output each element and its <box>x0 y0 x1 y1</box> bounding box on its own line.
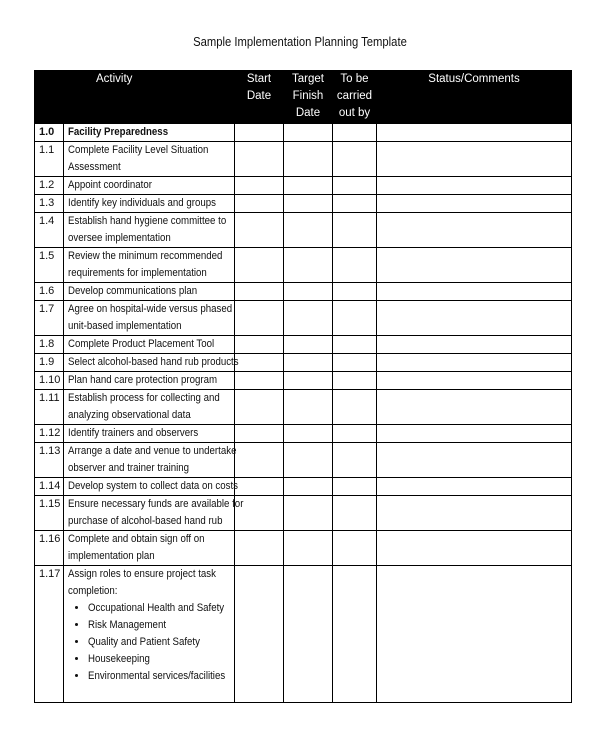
carried-out-by-column-header <box>333 71 377 124</box>
activity-text-line: Facility Preparedness <box>68 126 169 138</box>
status-comments-cell[interactable] <box>377 142 572 177</box>
activity-text-line: Complete and obtain sign off on <box>68 533 205 545</box>
activity-cell <box>64 496 244 531</box>
carried-out-by-cell[interactable] <box>333 213 377 248</box>
target-finish-date-cell[interactable] <box>284 142 333 177</box>
list-item <box>88 600 234 617</box>
row-number: 1.10 <box>35 372 64 390</box>
status-comments-cell[interactable] <box>377 478 572 496</box>
target-finish-header-line: Target <box>292 73 324 85</box>
start-date-header-line: Start <box>246 73 272 85</box>
target-finish-date-cell[interactable] <box>284 425 333 443</box>
table-row <box>35 142 572 177</box>
status-comments-cell[interactable] <box>377 372 572 390</box>
list-item-text: Quality and Patient Safety <box>88 636 200 648</box>
status-comments-cell[interactable] <box>377 496 572 531</box>
activity-text-line: implementation plan <box>68 550 155 562</box>
start-date-cell[interactable] <box>235 283 284 301</box>
table-row <box>35 177 572 195</box>
carried-out-by-cell[interactable] <box>333 301 377 336</box>
activity-text-line: observer and trainer training <box>68 462 190 474</box>
start-date-cell[interactable] <box>235 142 284 177</box>
start-date-cell[interactable] <box>235 213 284 248</box>
row-number: 1.12 <box>35 425 64 443</box>
table-header-row <box>35 71 572 124</box>
row-number: 1.17 <box>35 566 64 703</box>
row-number: 1.14 <box>35 478 64 496</box>
target-finish-date-cell[interactable] <box>284 390 333 425</box>
status-comments-cell[interactable] <box>377 301 572 336</box>
carried-out-by-cell[interactable] <box>333 177 377 195</box>
target-finish-date-cell[interactable] <box>284 195 333 213</box>
activity-cell <box>64 195 235 213</box>
start-date-cell[interactable] <box>235 566 284 703</box>
row-number: 1.6 <box>35 283 64 301</box>
row-number: 1.2 <box>35 177 64 195</box>
table-row <box>35 195 572 213</box>
start-date-header-line: Date <box>246 90 272 102</box>
activity-cell <box>64 336 235 354</box>
list-item <box>88 634 234 651</box>
carried-out-header-line: carried <box>336 90 373 102</box>
target-finish-date-cell[interactable] <box>284 531 333 566</box>
target-finish-date-cell[interactable] <box>284 478 333 496</box>
status-comments-cell[interactable] <box>377 195 572 213</box>
table-row <box>35 213 572 248</box>
status-comments-cell[interactable] <box>377 566 572 703</box>
row-number: 1.5 <box>35 248 64 283</box>
activity-text-line: Assign roles to ensure project task <box>68 568 216 580</box>
target-finish-header-line: Finish <box>292 90 324 102</box>
start-date-cell[interactable] <box>235 425 284 443</box>
activity-text-line: Complete Facility Level Situation <box>68 144 209 156</box>
activity-column-header: Activity <box>64 71 235 124</box>
table-row <box>35 124 572 142</box>
document-title: Sample Implementation Planning Template <box>193 35 407 49</box>
activity-cell <box>64 531 235 566</box>
activity-text-line: Review the minimum recommended <box>68 250 223 262</box>
row-number: 1.11 <box>35 390 64 425</box>
row-number: 1.15 <box>35 496 64 531</box>
row-number: 1.9 <box>35 354 64 372</box>
start-date-cell[interactable] <box>235 195 284 213</box>
table-row <box>35 301 572 336</box>
activity-cell <box>64 283 235 301</box>
carried-out-by-cell[interactable] <box>333 566 377 703</box>
list-item-text: Housekeeping <box>88 653 150 665</box>
start-date-cell[interactable] <box>235 443 284 478</box>
target-finish-header-line: Date <box>295 107 321 119</box>
activity-text-line: Establish hand hygiene committee to <box>68 215 227 227</box>
carried-out-by-cell[interactable] <box>333 496 377 531</box>
carried-out-by-cell[interactable] <box>333 336 377 354</box>
start-date-cell[interactable] <box>235 177 284 195</box>
table-row <box>35 283 572 301</box>
carried-out-by-cell[interactable] <box>333 531 377 566</box>
status-comments-cell[interactable] <box>377 213 572 248</box>
activity-text-line: completion: <box>68 585 118 597</box>
start-date-cell[interactable] <box>235 354 284 372</box>
activity-cell <box>64 354 239 372</box>
number-column-header <box>35 71 64 124</box>
activity-text-line: Identify trainers and observers <box>68 427 199 439</box>
target-finish-date-cell[interactable] <box>284 372 333 390</box>
activity-cell <box>64 301 235 336</box>
table-row <box>35 443 572 478</box>
table-row <box>35 390 572 425</box>
list-item-text: Environmental services/facilities <box>88 670 226 682</box>
table-row <box>35 336 572 354</box>
carried-out-header-line: out by <box>338 107 371 119</box>
status-comments-cell[interactable] <box>377 248 572 283</box>
status-comments-column-header: Status/Comments <box>377 71 572 124</box>
row-number: 1.0 <box>35 124 64 142</box>
carried-out-by-cell[interactable] <box>333 425 377 443</box>
carried-out-header-line: To be <box>340 73 369 85</box>
list-item <box>88 668 234 685</box>
activity-text-line: purchase of alcohol-based hand rub <box>68 515 223 527</box>
carried-out-by-cell[interactable] <box>333 283 377 301</box>
status-comments-cell[interactable] <box>377 124 572 142</box>
list-item <box>88 617 234 634</box>
status-comments-cell[interactable] <box>377 354 572 372</box>
start-date-cell[interactable] <box>235 478 284 496</box>
target-finish-date-column-header <box>284 71 333 124</box>
activity-text-line: requirements for implementation <box>68 267 207 279</box>
activity-cell <box>64 425 235 443</box>
activity-text-line: Ensure necessary funds are available for <box>68 498 244 510</box>
activity-text-line: Plan hand care protection program <box>68 374 218 386</box>
activity-text-line: Appoint coordinator <box>68 179 152 191</box>
carried-out-by-cell[interactable] <box>333 478 377 496</box>
row-number: 1.1 <box>35 142 64 177</box>
activity-text-line: Complete Product Placement Tool <box>68 338 215 350</box>
table-row <box>35 248 572 283</box>
table-row <box>35 354 572 372</box>
row-number: 1.13 <box>35 443 64 478</box>
target-finish-date-cell[interactable] <box>284 283 333 301</box>
activity-cell <box>64 443 235 478</box>
start-date-column-header <box>235 71 284 124</box>
activity-text-line: oversee implementation <box>68 232 171 244</box>
carried-out-by-cell[interactable] <box>333 372 377 390</box>
status-comments-cell[interactable] <box>377 425 572 443</box>
target-finish-date-cell[interactable] <box>284 213 333 248</box>
list-item-text: Occupational Health and Safety <box>88 602 225 614</box>
status-comments-cell[interactable] <box>377 283 572 301</box>
table-row <box>35 425 572 443</box>
activity-text-line: Develop communications plan <box>68 285 198 297</box>
activity-text-line: Develop system to collect data on costs <box>68 480 239 492</box>
activity-cell <box>64 390 235 425</box>
start-date-cell[interactable] <box>235 248 284 283</box>
start-date-cell[interactable] <box>235 301 284 336</box>
row-number: 1.4 <box>35 213 64 248</box>
carried-out-by-cell[interactable] <box>333 142 377 177</box>
target-finish-date-cell[interactable] <box>284 566 333 703</box>
activity-text-line: analyzing observational data <box>68 409 191 421</box>
row-number: 1.3 <box>35 195 64 213</box>
table-row <box>35 496 572 531</box>
target-finish-date-cell[interactable] <box>284 443 333 478</box>
target-finish-date-cell[interactable] <box>284 354 333 372</box>
activity-cell <box>64 566 235 703</box>
activity-text-line: unit-based implementation <box>68 320 182 332</box>
target-finish-date-cell[interactable] <box>284 248 333 283</box>
carried-out-by-cell[interactable] <box>333 443 377 478</box>
table-row <box>35 566 572 703</box>
target-finish-date-cell[interactable] <box>284 301 333 336</box>
activity-text-line: Establish process for collecting and <box>68 392 220 404</box>
target-finish-date-cell[interactable] <box>284 336 333 354</box>
start-date-cell[interactable] <box>235 336 284 354</box>
activity-cell <box>64 142 235 177</box>
activity-cell <box>64 177 235 195</box>
start-date-cell[interactable] <box>235 390 284 425</box>
target-finish-date-cell[interactable] <box>284 496 333 531</box>
table-row <box>35 478 572 496</box>
row-number: 1.7 <box>35 301 64 336</box>
activity-text-line: Agree on hospital-wide versus phased <box>68 303 233 315</box>
row-number: 1.8 <box>35 336 64 354</box>
table-row <box>35 531 572 566</box>
implementation-plan-table <box>34 70 572 703</box>
table-body <box>35 124 572 703</box>
activity-sub-list <box>68 600 234 685</box>
carried-out-by-cell[interactable] <box>333 195 377 213</box>
status-comments-cell[interactable] <box>377 531 572 566</box>
activity-cell <box>64 124 235 142</box>
list-item-text: Risk Management <box>88 619 167 631</box>
status-comments-cell[interactable] <box>377 390 572 425</box>
activity-text-line: Select alcohol-based hand rub products <box>68 356 239 368</box>
activity-cell <box>64 372 235 390</box>
activity-cell <box>64 248 235 283</box>
start-date-cell[interactable] <box>235 124 284 142</box>
carried-out-by-cell[interactable] <box>333 354 377 372</box>
activity-text-line: Identify key individuals and groups <box>68 197 216 209</box>
table-row <box>35 372 572 390</box>
row-number: 1.16 <box>35 531 64 566</box>
activity-cell <box>64 213 235 248</box>
activity-cell <box>64 478 239 496</box>
target-finish-date-cell[interactable] <box>284 124 333 142</box>
start-date-cell[interactable] <box>235 372 284 390</box>
status-comments-cell[interactable] <box>377 336 572 354</box>
activity-text-line: Assessment <box>68 161 121 173</box>
carried-out-by-cell[interactable] <box>333 248 377 283</box>
status-comments-cell[interactable] <box>377 177 572 195</box>
carried-out-by-cell[interactable] <box>333 124 377 142</box>
status-comments-cell[interactable] <box>377 443 572 478</box>
target-finish-date-cell[interactable] <box>284 177 333 195</box>
carried-out-by-cell[interactable] <box>333 390 377 425</box>
activity-text-line: Arrange a date and venue to undertake <box>68 445 237 457</box>
list-item <box>88 651 234 668</box>
start-date-cell[interactable] <box>235 531 284 566</box>
